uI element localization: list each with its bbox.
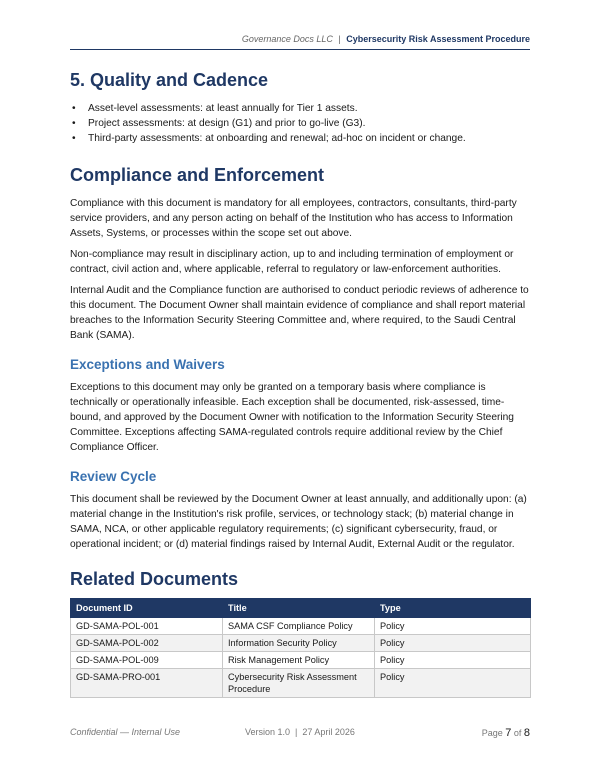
page-footer: [70, 727, 530, 741]
list-item: [70, 116, 530, 131]
compliance-paragraph: Internal Audit and the Compliance function are authorised to conduct periodic reviews of adherence to this document. The Document Owner shall maintain evidence of compliance and shall report material breaches to the Information Security Steering Committee and, where required, to the Saudi Central Bank (SAMA).: [70, 285, 529, 341]
cell-title: Cybersecurity Risk Assessment Procedure: [223, 669, 375, 698]
footer-page-prefix: Page: [481, 728, 506, 738]
cell-title: Information Security Policy: [223, 635, 375, 652]
exceptions-paragraph: Exceptions to this document may only be granted on a temporary basis where compliance is technically or operationally infeasible. Each exception shall be documented, risk-assessed, time-bound, and approved by the Document Owner with notification to the Information Security Steering Committee. Exceptions affecting SAMA-regulated controls require additional review by the Chief Compliance Officer.: [70, 382, 514, 453]
section-heading-compliance: Compliance and Enforcement: [70, 165, 325, 185]
cell-document-id: GD-SAMA-POL-002: [71, 635, 223, 652]
table-header-row: [71, 599, 531, 618]
list-item: [70, 101, 530, 116]
table-row: [71, 635, 531, 652]
column-header-title: Title: [223, 599, 375, 618]
footer-page-total: 8: [523, 727, 530, 739]
header-separator: |: [338, 34, 341, 44]
related-documents-table: [70, 598, 531, 698]
footer-classification: Confidential — Internal Use: [70, 727, 181, 737]
footer-page-current: 7: [505, 727, 512, 739]
cell-document-id: GD-SAMA-POL-001: [71, 618, 223, 635]
bullet-text: Project assessments: at design (G1) and prior to go-live (G3).: [88, 118, 366, 129]
cell-document-id: GD-SAMA-POL-009: [71, 652, 223, 669]
subsection-heading-exceptions: Exceptions and Waivers: [70, 357, 225, 372]
subsection-heading-review-cycle: Review Cycle: [70, 469, 157, 484]
cell-type: Policy: [375, 669, 531, 698]
bullet-text: Asset-level assessments: at least annually for Tier 1 assets.: [88, 103, 358, 114]
bullet-icon: •: [72, 118, 76, 129]
bullet-text: Third-party assessments: at onboarding and renewal; ad-hoc on incident or change.: [88, 133, 466, 144]
column-header-document-id: Document ID: [71, 599, 223, 618]
section-heading-related-documents: Related Documents: [70, 569, 239, 589]
table-row: [71, 618, 531, 635]
column-header-type: Type: [375, 599, 531, 618]
cell-document-id: GD-SAMA-PRO-001: [71, 669, 223, 698]
header-company: Governance Docs LLC: [241, 34, 333, 44]
cell-type: Policy: [375, 618, 531, 635]
cell-type: Policy: [375, 652, 531, 669]
compliance-paragraph: Compliance with this document is mandatory for all employees, contractors, consultants, third-party service providers, and any person acting on behalf of the Institution who has access to Information Assets, Systems, or processes within the scope set out above.: [70, 198, 517, 239]
footer-page-of: of: [511, 728, 524, 738]
table-row: [71, 652, 531, 669]
cell-title: SAMA CSF Compliance Policy: [223, 618, 375, 635]
quality-bullet-list: [70, 101, 530, 146]
cell-type: Policy: [375, 635, 531, 652]
review-paragraph: This document shall be reviewed by the Document Owner at least annually, and additionally upon: (a) material change in the Institution's risk profile, services, or technology stack; (b) material change in SAMA, NCA, or other applicable regulatory requirements; (c) significant cybersecurity, fraud, or operational incident; or (d) material findings raised by Internal Audit, External Audit or the regulator.: [70, 494, 527, 550]
list-item: [70, 131, 530, 146]
bullet-icon: •: [72, 103, 76, 114]
section-heading-quality-cadence: 5. Quality and Cadence: [70, 70, 269, 90]
header-doc-title: Cybersecurity Risk Assessment Procedure: [346, 34, 530, 44]
page-content: [70, 64, 530, 698]
page-header: [70, 34, 530, 50]
footer-page-number: [482, 727, 530, 739]
cell-title: Risk Management Policy: [223, 652, 375, 669]
table-row: [71, 669, 531, 698]
bullet-icon: •: [72, 133, 76, 144]
footer-version-date: Version 1.0 | 27 April 2026: [245, 727, 355, 737]
compliance-paragraph: Non-compliance may result in disciplinary action, up to and including termination of employment or contract, civil action and, where applicable, referral to regulatory or law-enforcement authorities.: [70, 249, 514, 275]
